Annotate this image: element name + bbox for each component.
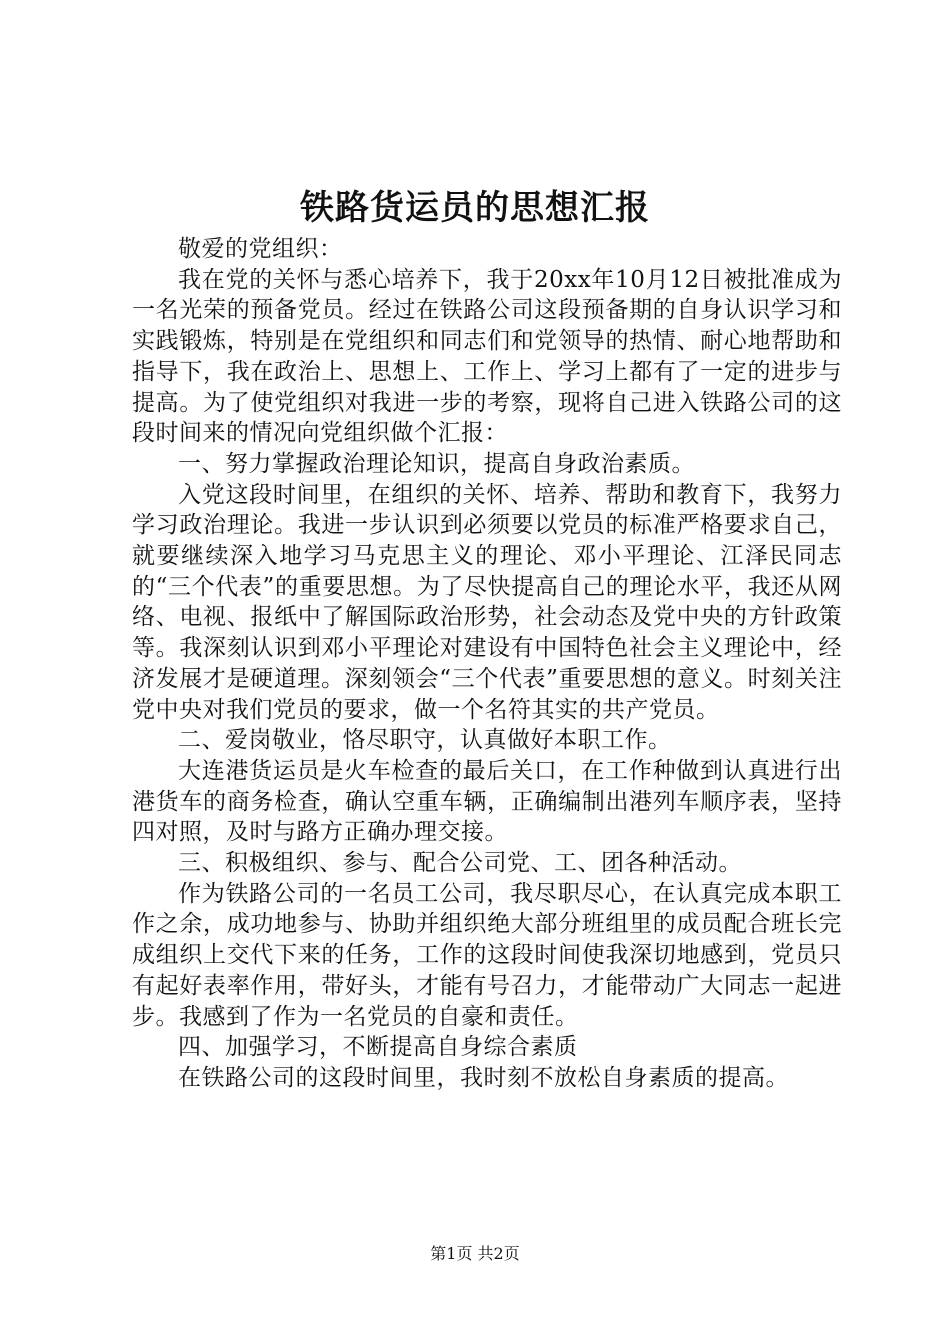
- section-heading: 一、努力掌握政治理论知识，提高自身政治素质。: [178, 450, 695, 477]
- document-title: 铁路货运员的思想汇报: [300, 188, 650, 228]
- section-heading: 四、加强学习，不断提高自身综合素质: [178, 1034, 578, 1061]
- page-footer: 第1页 共2页: [430, 1244, 520, 1263]
- section-heading: 三、积极组织、参与、配合公司党、工、团各种活动。: [178, 850, 742, 877]
- body-paragraph: 大连港货运员是火车检查的最后关口，在工作种做到认真进行出港货车的商务检查，确认空重车辆，正确编制出港列车顺序表，坚持四对照，及时与路方正确办理交接。: [132, 757, 842, 846]
- body-paragraph: 入党这段时间里，在组织的关怀、培养、帮助和教育下，我努力学习政治理论。我进一步认识到必须要以党员的标准严格要求自己，就要继续深入地学习马克思主义的理论、邓小平理论、江泽民同志的“三个代表”的重要思想。为了尽快提高自己的理论水平，我还从网络、电视、报纸中了解国际政治形势，社会动态及党中央的方针政策等。我深刻认识到邓小平理论对建设有中国特色社会主义理论中，经济发展才是硬道理。深刻领会“三个代表”重要思想的意义。时刻关注党中央对我们党员的要求，做一个名符其实的共产党员。: [132, 481, 842, 723]
- salutation: 敬爱的党组织：: [178, 236, 343, 262]
- body-paragraph: 在铁路公司的这段时间里，我时刻不放松自身素质的提高。: [178, 1064, 789, 1091]
- section-heading: 二、爱岗敬业，恪尽职守，认真做好本职工作。: [178, 727, 672, 754]
- body-paragraph: 作为铁路公司的一名员工公司，我尽职尽心，在认真完成本职工作之余，成功地参与、协助并组织绝大部分班组里的成员配合班长完成组织上交代下来的任务，工作的这段时间使我深切地感到，党员只有起好表率作用，带好头，才能有号召力，才能带动广大同志一起进步。我感到了作为一名党员的自豪和责任。: [132, 880, 842, 1030]
- document-body: [132, 234, 842, 1094]
- body-paragraph: 我在党的关怀与悉心培养下，我于20xx年10月12日被批准成为一名光荣的预备党员。经过在铁路公司这段预备期的自身认识学习和实践锻炼，特别是在党组织和同志们和党领导的热情、耐心地帮助和指导下，我在政治上、思想上、工作上、学习上都有了一定的进步与提高。为了使党组织对我进一步的考察，现将自己进入铁路公司的这段时间来的情况向党组织做个汇报：: [132, 266, 842, 447]
